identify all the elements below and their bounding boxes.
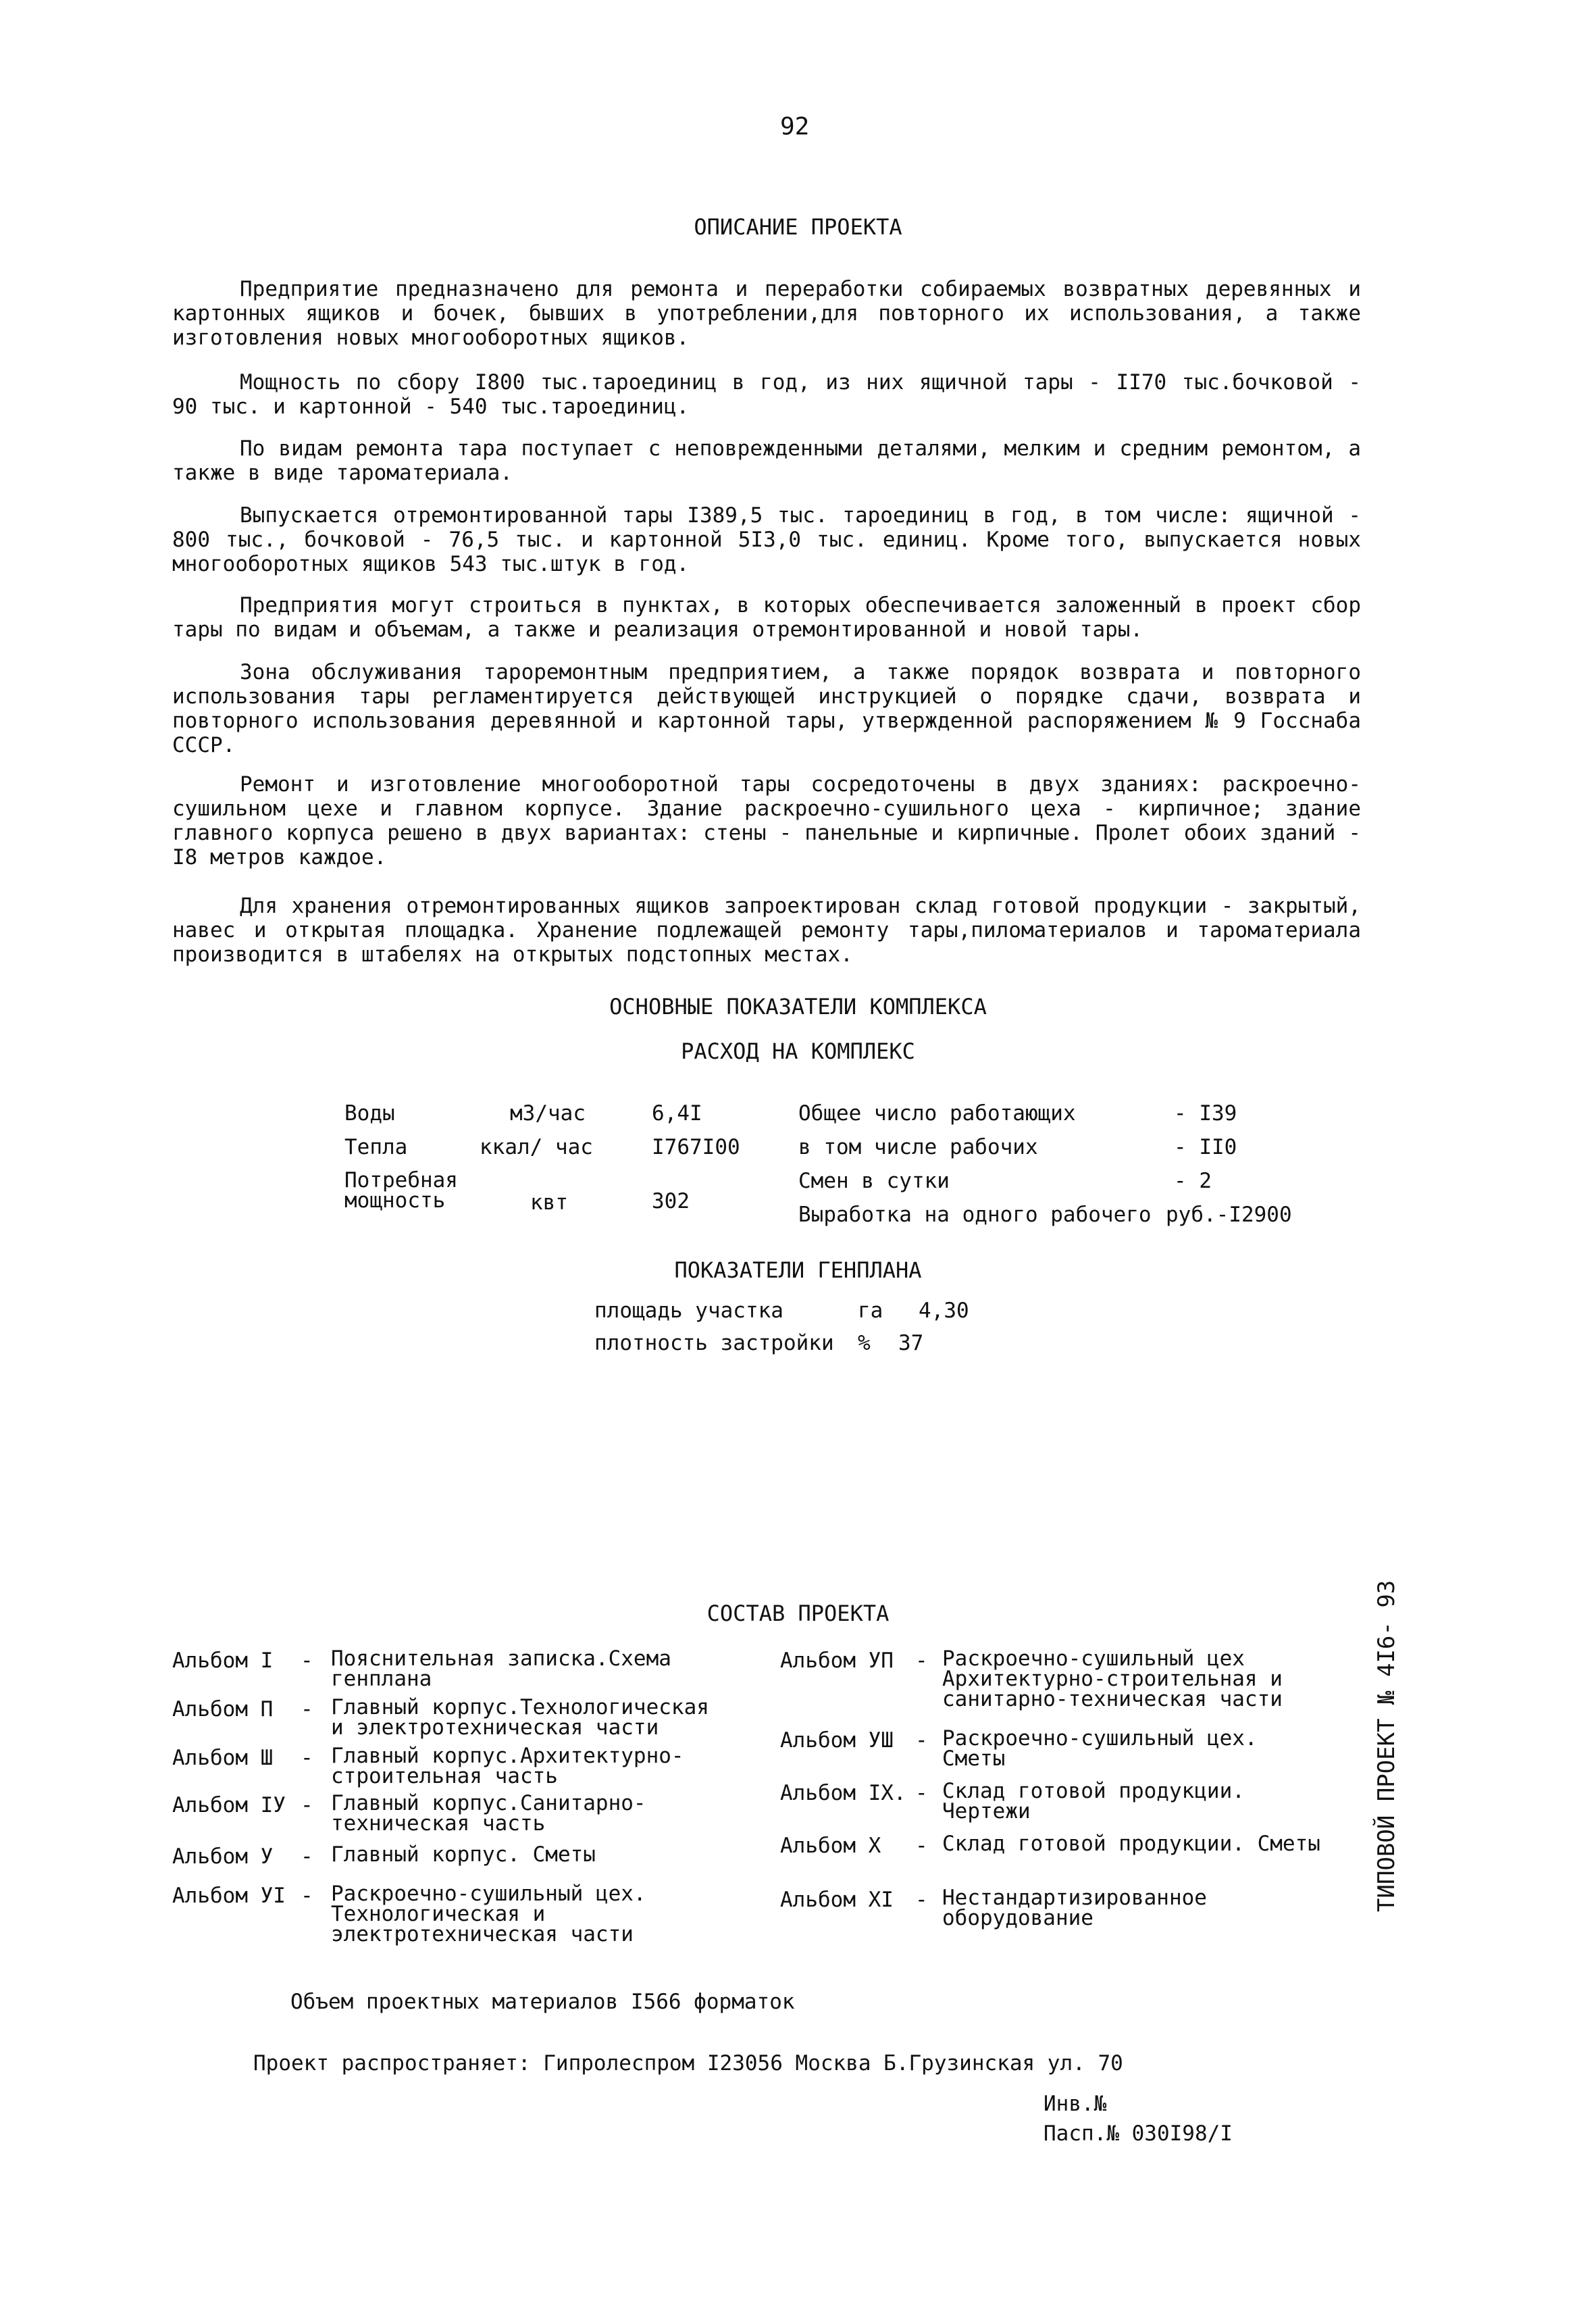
volume-note: Объем проектных материалов I566 форматок	[290, 1990, 795, 2014]
page-title: ОПИСАНИЕ ПРОЕКТА	[694, 214, 902, 240]
genplan-label: площадь участка	[594, 1299, 783, 1323]
album-name: Альбом IУ	[172, 1793, 286, 1817]
album-name: Альбом УI	[172, 1884, 286, 1908]
album-name: Альбом УШ	[780, 1728, 894, 1753]
album-desc: Склад готовой продукции. Чертежи	[942, 1779, 1245, 1823]
album-desc: Склад готовой продукции. Сметы	[942, 1832, 1320, 1856]
album-desc: Главный корпус.Технологическая и электротехническая части	[331, 1695, 709, 1740]
page-number: 92	[780, 113, 810, 141]
side-stamp: ТИПОВОЙ ПРОЕКТ № 4I6- 93	[1373, 1580, 1400, 1912]
genplan-table	[594, 1299, 1067, 1366]
indicators-table	[344, 1101, 1358, 1236]
paragraph-storage: Для хранения отремонтированных ящиков запроектирован склад готовой продукции - закрытый, навес и открытая площадка. Хранение подлежащей ремонту тары,пиломатериалов и тароматериала производится в штабелях на открытых подстопных местах.	[172, 894, 1361, 967]
album-name: Альбом Ш	[172, 1746, 274, 1770]
consumption-value: 6,4I	[652, 1101, 702, 1126]
consumption-name: Потребная мощность	[344, 1168, 458, 1213]
paragraph-capacity: Мощность по сбору I800 тыс.тароединиц в год, из них ящичной тары - II70 тыс.бочковой - 90 тыс. и картонной - 540 тыс.тароединиц.	[172, 370, 1361, 419]
paragraph-purpose: Предприятие предназначено для ремонта и переработки собираемых возвратных деревянных и картонных ящиков и бочек, бывших в употреблении,для повторного их использования, а также изготовления новых многооборотных ящиков.	[172, 277, 1361, 350]
consumption-value: 302	[652, 1189, 690, 1213]
genplan-label: плотность застройки	[594, 1331, 834, 1355]
album-desc: Главный корпус.Санитарно-техническая часть	[331, 1791, 646, 1836]
album-name: Альбом УП	[780, 1649, 894, 1673]
passport-number: Пасп.№ 030I98/I	[1044, 2121, 1233, 2146]
album-desc: Раскроечно-сушильный цех Архитектурно-строительная и санитарно-техническая части	[942, 1646, 1283, 1711]
staff-label: Общее число работающих	[798, 1101, 1076, 1126]
paragraph-buildings: Ремонт и изготовление многооборотной тары сосредоточены в двух зданиях: раскроечно-сушильном цехе и главном корпусе. Здание раскроечно-сушильного цеха - кирпичное; здание главного корпуса решено в двух вариантах: стены - панельные и кирпичные. Пролет обоих зданий - I8 метров каждое.	[172, 772, 1361, 870]
album-desc: Главный корпус. Сметы	[331, 1842, 596, 1867]
staff-label: в том числе рабочих	[798, 1135, 1038, 1159]
paragraph-service-zone: Зона обслуживания тароремонтным предприятием, а также порядок возврата и повторного использования тары регламентируется действующей инструкцией о порядке сдачи, возврата и повторного использования деревянной и картонной тары, утвержденной распоряжением № 9 Госснаба СССР.	[172, 660, 1361, 757]
staff-value: руб.-I2900	[1166, 1203, 1292, 1227]
album-desc: Пояснительная записка.Схема генплана	[331, 1646, 671, 1691]
consumption-unit: ккал/ час	[480, 1135, 593, 1159]
consumption-name: Воды	[344, 1101, 395, 1126]
consumption-heading: РАСХОД НА КОМПЛЕКС	[681, 1038, 915, 1064]
genplan-value: 37	[898, 1331, 924, 1355]
composition-heading: СОСТАВ ПРОЕКТА	[706, 1601, 890, 1626]
consumption-unit: квт	[530, 1190, 568, 1215]
consumption-name: Тепла	[344, 1135, 408, 1159]
inventory-number: Инв.№	[1044, 2092, 1107, 2116]
album-desc: Раскроечно-сушильный цех. Технологическая и электротехническая части	[331, 1882, 646, 1946]
album-desc: Нестандартизированное оборудование	[942, 1886, 1207, 1930]
album-desc: Раскроечно-сушильный цех. Сметы	[942, 1726, 1258, 1771]
consumption-unit: м3/час	[510, 1101, 586, 1126]
genplan-unit: га	[858, 1299, 883, 1323]
distributor-note: Проект распространяет: Гипролеспром I23056 Москва Б.Грузинская ул. 70	[253, 2051, 1123, 2076]
indicators-heading: ОСНОВНЫЕ ПОКАЗАТЕЛИ КОМПЛЕКСА	[609, 994, 987, 1020]
consumption-value: I767I00	[652, 1135, 740, 1159]
album-name: Альбом П	[172, 1697, 274, 1721]
paragraph-locations: Предприятия могут строиться в пунктах, в которых обеспечивается заложенный в проект сбор тары по видам и объемам, а также и реализация отремонтированной и новой тары.	[172, 593, 1361, 642]
album-name: Альбом Х	[780, 1834, 881, 1858]
album-list: Альбом I - Пояснительная записка.Схема генплана Альбом П - Главный корпус.Технологическая и электротехническая части Альбом Ш - Главный корпус.Архитектурно-строительная часть Альбом IУ - Главный корпус.Санитарно-техническая часть Альбом У - Главный корпус. Сметы Альбом УI - Раскроечно-сушильный цех. Технологическая и электротехническая части Альбом УП - Раскроечно-сушильный цех Архитектурно-строительная и санитарно-техническая части Альбом УШ - Раскроечно-сушильный цех. Сметы Альбом IХ. - Склад готовой продукции. Чертежи Альбом Х - Склад готовой продукции. Сметы Альбом ХI - Нестандартизированное оборудование	[172, 1646, 1320, 1946]
genplan-heading: ПОКАЗАТЕЛИ ГЕНПЛАНА	[674, 1257, 922, 1283]
album-desc: Главный корпус.Архитектурно-строительная часть	[331, 1744, 684, 1788]
genplan-unit: %	[858, 1331, 871, 1355]
paragraph-output: Выпускается отремонтированной тары I389,5 тыс. тароединиц в год, в том числе: ящичной - 800 тыс., бочковой - 76,5 тыс. и картонной 5I3,0 тыс. единиц. Кроме того, выпускается новых многооборотных ящиков 543 тыс.штук в год.	[172, 503, 1361, 576]
paragraph-repair-types: По видам ремонта тара поступает с неповрежденными деталями, мелким и средним ремонтом, а также в виде таромaтериала.	[172, 436, 1361, 485]
staff-value: - 2	[1174, 1169, 1212, 1193]
album-name: Альбом I	[172, 1649, 274, 1673]
album-name: Альбом ХI	[780, 1888, 894, 1912]
album-name: Альбом У	[172, 1844, 274, 1869]
staff-value: - II0	[1174, 1135, 1237, 1159]
staff-label: Смен в сутки	[798, 1169, 950, 1193]
album-name: Альбом IХ.	[780, 1781, 906, 1805]
staff-value: - I39	[1174, 1101, 1237, 1126]
staff-label: Выработка на одного рабочего	[798, 1203, 1152, 1227]
genplan-value: 4,30	[919, 1299, 969, 1323]
